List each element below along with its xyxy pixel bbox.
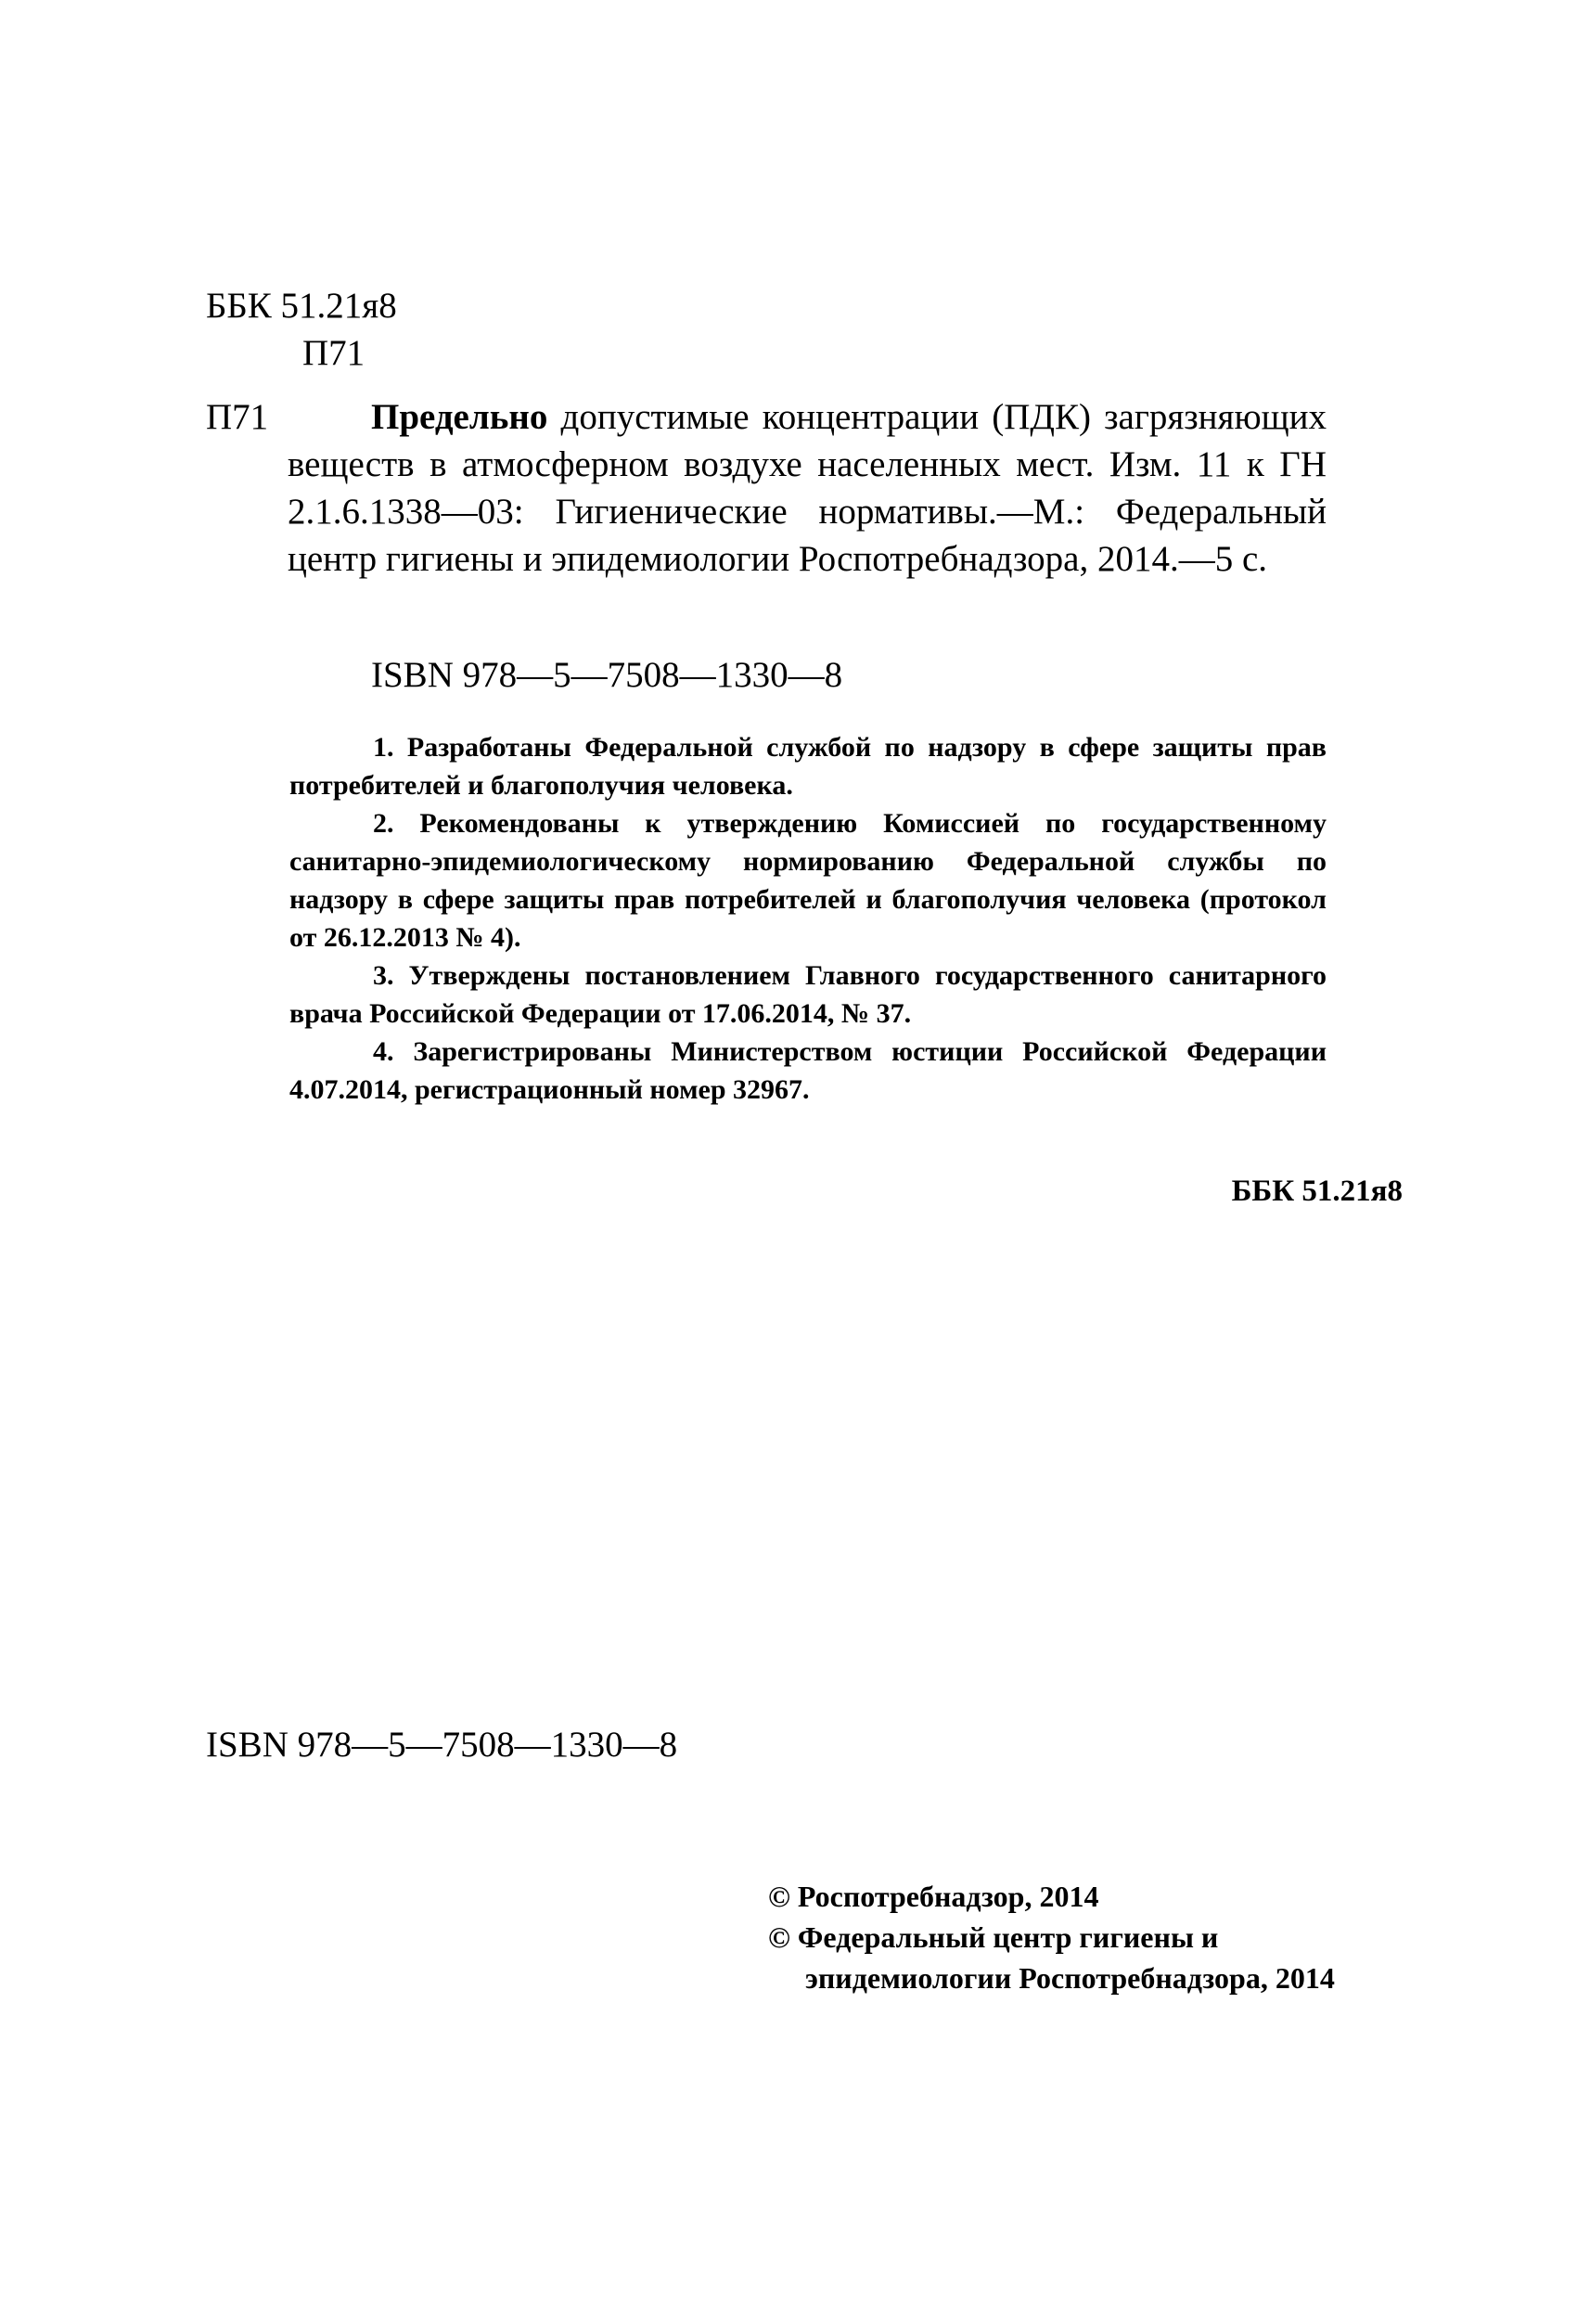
isbn-middle: ISBN 978—5—7508—1330—8 [371, 655, 843, 695]
isbn-bottom: ISBN 978—5—7508—1330—8 [206, 1725, 678, 1765]
copyright-line-1: © Роспотребнадзор, 2014 [768, 1880, 1099, 1913]
author-mark-top: П71 [302, 333, 365, 373]
copyright-block [768, 1876, 1335, 1998]
approval-note-4: 4. Зарегистрированы Министерством юстиции Российской Федерации 4.07.2014, регистрационный номер 32967. [289, 1036, 1327, 1105]
approval-note-2: 2. Рекомендованы к утверждению Комиссией по государственному санитарно-эпидемиологическому нормированию Федеральной службы по надзору в сфере защиты прав потребителей и благополучия человека (протокол от 26.12.2013 № 4). [289, 808, 1327, 953]
copyright-line-3: эпидемиологии Роспотребнадзора, 2014 [805, 1961, 1335, 1995]
approval-notes [289, 728, 1327, 1109]
approval-note-3: 3. Утверждены постановлением Главного государственного санитарного врача Российской Федерации от 17.06.2014, № 37. [289, 960, 1327, 1029]
bibliographic-description [288, 393, 1327, 583]
copyright-line-2: © Федеральный центр гигиены и [768, 1920, 1219, 1954]
approval-note-1: 1. Разработаны Федеральной службой по надзору в сфере защиты прав потребителей и благополучия человека. [289, 732, 1327, 801]
classification-code-right: ББК 51.21я8 [1231, 1175, 1403, 1208]
bibliographic-title: Предельно [371, 397, 548, 437]
bibliographic-details: допустимые концентрации (ПДК) загрязняющих веществ в атмосферном воздухе населенных мест. Изм. 11 к ГН 2.1.6.1338—03: Гигиенические нормативы.—М.: Федеральный центр гигиены и эпидемиологии Роспотребнадзора, 2014.—5 с. [288, 397, 1327, 579]
classification-code-top: ББК 51.21я8 [206, 286, 397, 326]
author-mark-left: П71 [206, 397, 269, 437]
